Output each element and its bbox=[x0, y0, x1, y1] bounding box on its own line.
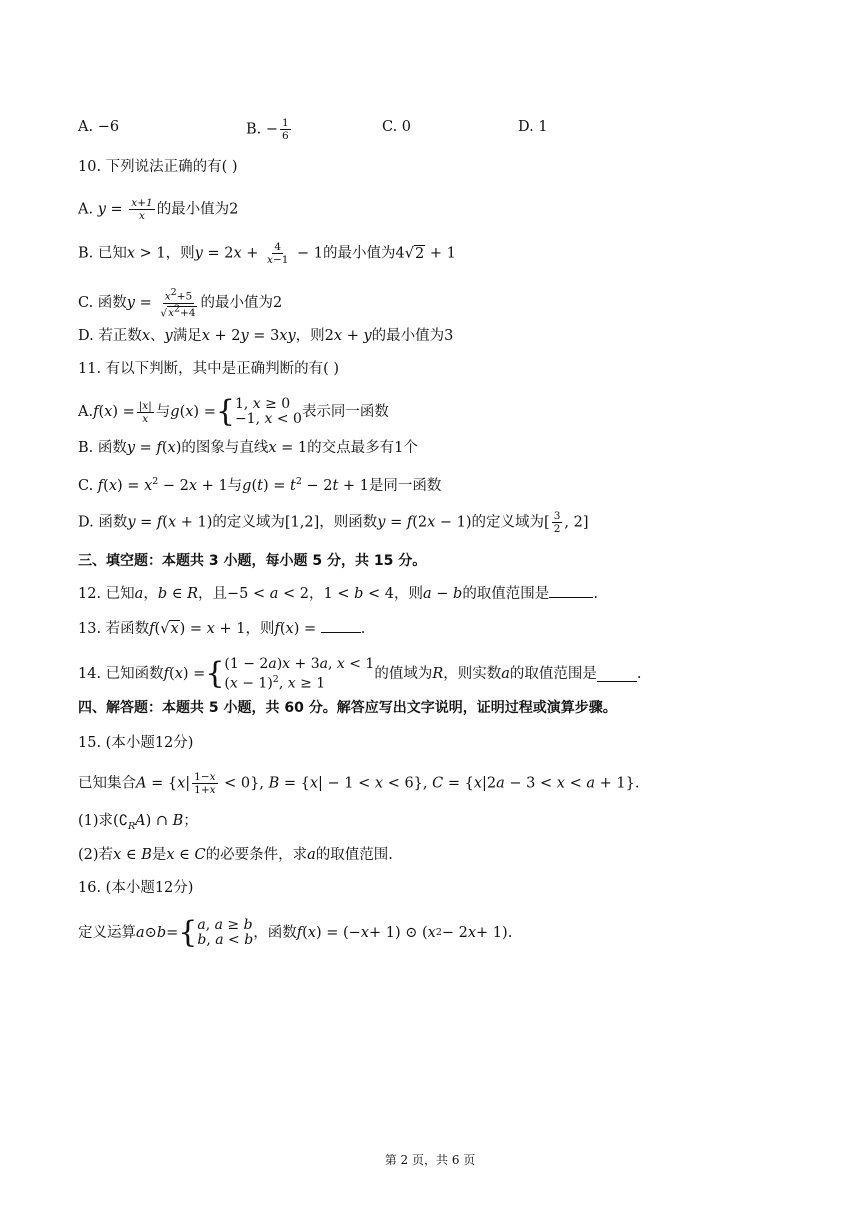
q11-option-b: B. 函数y = f(x)的图象与直线x = 1的交点最多有1个 bbox=[78, 440, 418, 456]
q14: 14. 已知函数 f ( x ) = { (1 − 2a)x + 3a, x < 1 $(x - 1)^2$, x ≥ 1 的值域为 R ，则实数 a 的取值范围是 . bbox=[78, 656, 642, 692]
q12: 12. 已知a，b ∈ R，且−5 < a < 2，1 < b < 4，则a − b的取值范围是 . bbox=[78, 583, 598, 604]
q10-option-d: D. 若正数x、y满足x + 2y = 3xy，则2x + y的最小值为3 bbox=[78, 328, 454, 344]
q11-option-c: C. $f(x) = x^2 - 2x + 1$与$g(t) = t^2 - 2t + 1$是同一函数 bbox=[78, 476, 442, 494]
q15-part1: (1)求$(∁_RA)$ ∩ B； bbox=[78, 813, 198, 832]
q11-option-d: D. 函数y = f(x + 1)的定义域为[1,2]，则函数y = f(2x − 1)的定义域为[ $\frac{3}{2}$ , 2] bbox=[78, 510, 589, 535]
q11-stem: 11. 有以下判断，其中是正确判断的有( ) bbox=[78, 361, 340, 377]
q9-option-d: D. 1 bbox=[518, 119, 548, 135]
q9-option-b: B. − $\frac{1}{6}$ bbox=[246, 117, 289, 142]
q15-head: 15. (本小题12分) bbox=[78, 735, 194, 751]
q10-option-b: B. 已知x > 1，则y = 2x + $\frac{4}{x-1}$ − 1的最小值为4√2 + 1 bbox=[78, 241, 456, 266]
section-4-heading: 四、解答题：本题共 5 小题，共 60 分。解答应写出文字说明，证明过程或演算步骤。 bbox=[78, 700, 617, 716]
q10-option-a: A. y = $\frac{x+1}{x}$ 的最小值为2 bbox=[78, 197, 239, 222]
q10-stem: 10. 下列说法正确的有( ) bbox=[78, 159, 238, 175]
q16-stem: 定义运算 a ⊙ b = { a, a ≥ b b, a < b ，函数 f ( x ) = (− x + 1) ⊙ ( x 2 − 2 x + 1). bbox=[78, 915, 513, 950]
q9-option-c: C. 0 bbox=[382, 119, 412, 135]
q15-stem: 已知集合A = {x| $\frac{1-x}{1+x}$ < 0}, B = {x| − 1 < x < 6}, C = {x|2a − 3 < x < a + 1}. bbox=[78, 771, 640, 796]
q9-option-a: A. −6 bbox=[78, 119, 120, 135]
q11-option-a: A. f ( x ) = $\frac{|x|}{x}$ 与 g ( x ) = { 1, x ≥ 0 −1, x < 0 表示同一函数 bbox=[78, 394, 389, 429]
section-3-heading: 三、填空题：本题共 3 小题，每小题 5 分，共 15 分。 bbox=[78, 553, 427, 569]
q13: 13. 若函数f(√x) = x + 1，则f(x) = . bbox=[78, 618, 365, 639]
page-footer: 第 2 页，共 6 页 bbox=[384, 1153, 476, 1167]
q16-head: 16. (本小题12分) bbox=[78, 880, 194, 896]
q15-part2: (2)若x ∈ B是x ∈ C的必要条件，求a的取值范围. bbox=[78, 847, 393, 863]
q10-option-c: C. 函数y = $\frac{x^2+5}{√x^2+4}$ 的最小值为2 bbox=[78, 287, 283, 319]
